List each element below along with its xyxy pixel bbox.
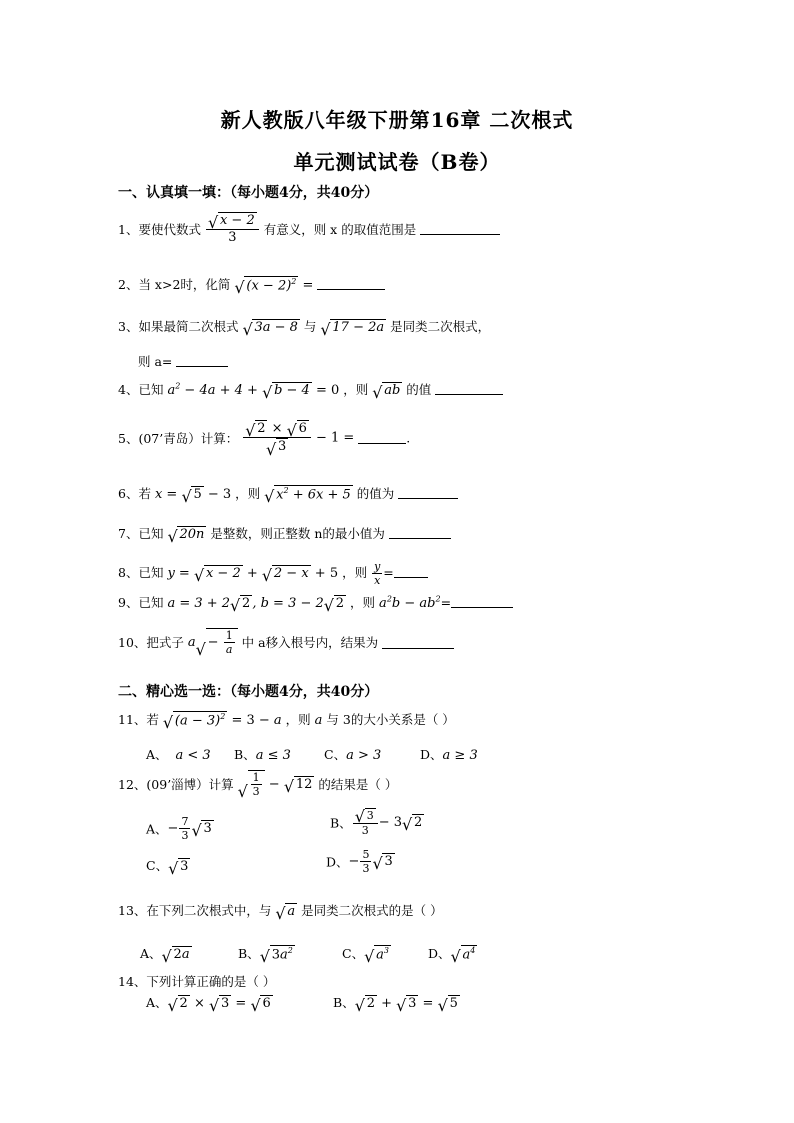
q13-radical: √ a — [275, 904, 297, 919]
question-14 — [118, 972, 275, 990]
q13-prefix: 13、在下列二次根式中，与 — [118, 903, 272, 918]
q8-middle: ，则 — [342, 565, 368, 581]
answer-blank[interactable] — [176, 354, 228, 367]
question-8: 8、已知 y = √ x − 2 + √ 2 − x + 5 ，则 $\frac{y}{x}$ = — [118, 560, 428, 587]
q11-middle: ，则 — [285, 712, 311, 727]
q12-option-a[interactable]: A、− $\frac{7}{3}$ √ 3 — [146, 815, 214, 842]
question-7 — [118, 524, 451, 543]
question-11 — [118, 710, 455, 729]
q1-suffix: 有意义，则 x 的取值范围是 — [263, 221, 417, 237]
answer-blank[interactable] — [389, 526, 451, 539]
q11-prefix: 11、若 — [118, 712, 159, 727]
q3-line2: 则 a= — [138, 354, 173, 369]
answer-blank[interactable] — [394, 565, 428, 578]
question-3-line2 — [138, 352, 228, 370]
section-heading-fill: 一、认真填一填：（每小题4分，共40分） — [118, 185, 379, 201]
q6-expression: √ $x^2 + 6x + 5$ — [264, 487, 353, 502]
question-5: 5、(07’青岛）计算： √ 2 × √ 6 √ 3 − 1 = . — [118, 420, 410, 456]
q9-expression: $a^2b - ab^2$ — [379, 594, 441, 611]
q14-option-a[interactable]: A、√ 2 × √ 3 = √ 6 — [146, 993, 273, 1012]
question-3 — [118, 317, 490, 336]
q13-option-a[interactable]: A、√ 2a — [140, 944, 192, 963]
q11-option-a[interactable]: A、 a < 3 — [146, 747, 211, 763]
q6-suffix: 的值为 — [356, 486, 395, 501]
q13-option-c[interactable]: C、√ $a^3$ — [342, 944, 391, 963]
question-13 — [118, 901, 443, 920]
q14-prefix: 14、下列计算正确的是（ ） — [118, 974, 276, 989]
q13-option-d[interactable]: D、√ $a^4$ — [428, 944, 477, 963]
q11-option-b[interactable]: B、a ≤ 3 — [234, 747, 291, 763]
question-10 — [118, 628, 454, 656]
q3-radical-1: √ 3a − 8 — [242, 320, 299, 335]
q13-option-b[interactable]: B、√ $3a^2$ — [238, 944, 295, 963]
answer-blank[interactable] — [420, 222, 500, 235]
q10-suffix: 中 a移入根号内，结果为 — [241, 635, 379, 651]
q4-prefix: 4、已知 — [118, 382, 164, 397]
answer-blank[interactable] — [398, 486, 458, 499]
answer-blank[interactable] — [435, 382, 503, 395]
answer-blank[interactable] — [358, 431, 406, 444]
q9-condition: a = 3 + 2√ 2 , b = 3 − 2√ 2 — [167, 596, 346, 611]
q12-option-c[interactable]: C、√ 3 — [146, 856, 190, 875]
q7-radical: √ 20n — [167, 527, 206, 542]
q7-suffix: 是整数，则正整数 n的最小值为 — [210, 526, 385, 541]
doc-title: 新人教版八年级下册第16章 二次根式 — [220, 108, 574, 132]
q6-prefix: 6、若 — [118, 486, 151, 501]
answer-blank[interactable] — [382, 636, 454, 649]
q11-option-d[interactable]: D、a ≥ 3 — [420, 747, 478, 763]
q4-middle: ，则 — [343, 382, 369, 397]
q7-prefix: 7、已知 — [118, 526, 164, 541]
question-4 — [118, 380, 503, 399]
q2-prefix: 2、当 x>2时，化简 — [118, 277, 231, 292]
q6-condition: x = √ 5 − 3 — [155, 487, 231, 502]
q13-suffix: 是同类二次根式的是（ ） — [301, 903, 443, 918]
q9-middle: ，则 — [350, 595, 376, 610]
q5-prefix: 5、(07’青岛）计算： — [118, 430, 239, 446]
q1-expression: √ $\frac{x - 2}{3}$ — [206, 212, 259, 246]
q3-radical-2: √ 17 − 2a — [320, 320, 386, 335]
q3-middle: 与 — [303, 319, 317, 334]
q11-equation: √ $(a - 3)^2 = 3 - a$ — [163, 713, 282, 728]
q8-prefix: 8、已知 — [118, 565, 164, 581]
q12-option-b[interactable]: B、 √ $\frac{3}{3}$ − 3√ 2 — [330, 808, 424, 837]
q14-option-b[interactable]: B、√ 2 + √ 3 = √ 5 — [333, 993, 460, 1012]
question-2 — [118, 275, 385, 294]
q4-radical: √ ab — [372, 383, 402, 398]
q4-suffix: 的值 — [406, 382, 432, 397]
q8-equation: y = √ x − 2 + √ 2 − x + 5 — [167, 566, 338, 581]
q5-expression: √ 2 × √ 6 √ 3 — [243, 420, 311, 456]
answer-blank[interactable] — [451, 595, 513, 608]
q3-suffix: 是同类二次根式， — [390, 319, 491, 334]
q6-middle: ，则 — [235, 486, 261, 501]
q12-option-d[interactable]: D、− $\frac{5}{3}$ √ 3 — [326, 848, 395, 875]
q12-prefix: 12、(09’淄博）计算 — [118, 777, 234, 793]
q11-suffix: 与 3的大小关系是（ ） — [326, 712, 455, 727]
q10-expression: a√ − $\frac{1}{a}$ — [188, 635, 238, 650]
section-heading-choice: 二、精心选一选：（每小题4分，共40分） — [118, 684, 379, 700]
question-9: 9、已知 a = 3 + 2√ 2 , b = 3 − 2√ 2 ，则 $a^2b - ab^2=$ — [118, 593, 513, 612]
doc-subtitle: 单元测试试卷（B卷） — [293, 150, 501, 174]
q2-expression: √ $(x - 2)^2$ = — [234, 278, 313, 293]
question-12 — [118, 770, 397, 798]
answer-blank[interactable] — [317, 277, 385, 290]
q1-prefix: 1、要使代数式 — [118, 221, 201, 237]
q4-equation: $a^2 - 4a + 4$ + √ b − 4 = 0 — [167, 383, 339, 398]
q10-prefix: 10、把式子 — [118, 635, 184, 651]
q8-fraction: $\frac{y}{x}$ — [374, 560, 381, 588]
q11-var: a — [314, 713, 323, 728]
q3-prefix: 3、如果最简二次根式 — [118, 319, 239, 334]
q9-prefix: 9、已知 — [118, 595, 164, 610]
q12-suffix: 的结果是（ ） — [318, 777, 398, 793]
q12-expression: √ $\frac{1}{3}$ − √ 12 — [238, 777, 315, 792]
question-6 — [118, 484, 458, 503]
q11-option-c[interactable]: C、a > 3 — [324, 747, 382, 763]
question-1 — [118, 212, 500, 246]
